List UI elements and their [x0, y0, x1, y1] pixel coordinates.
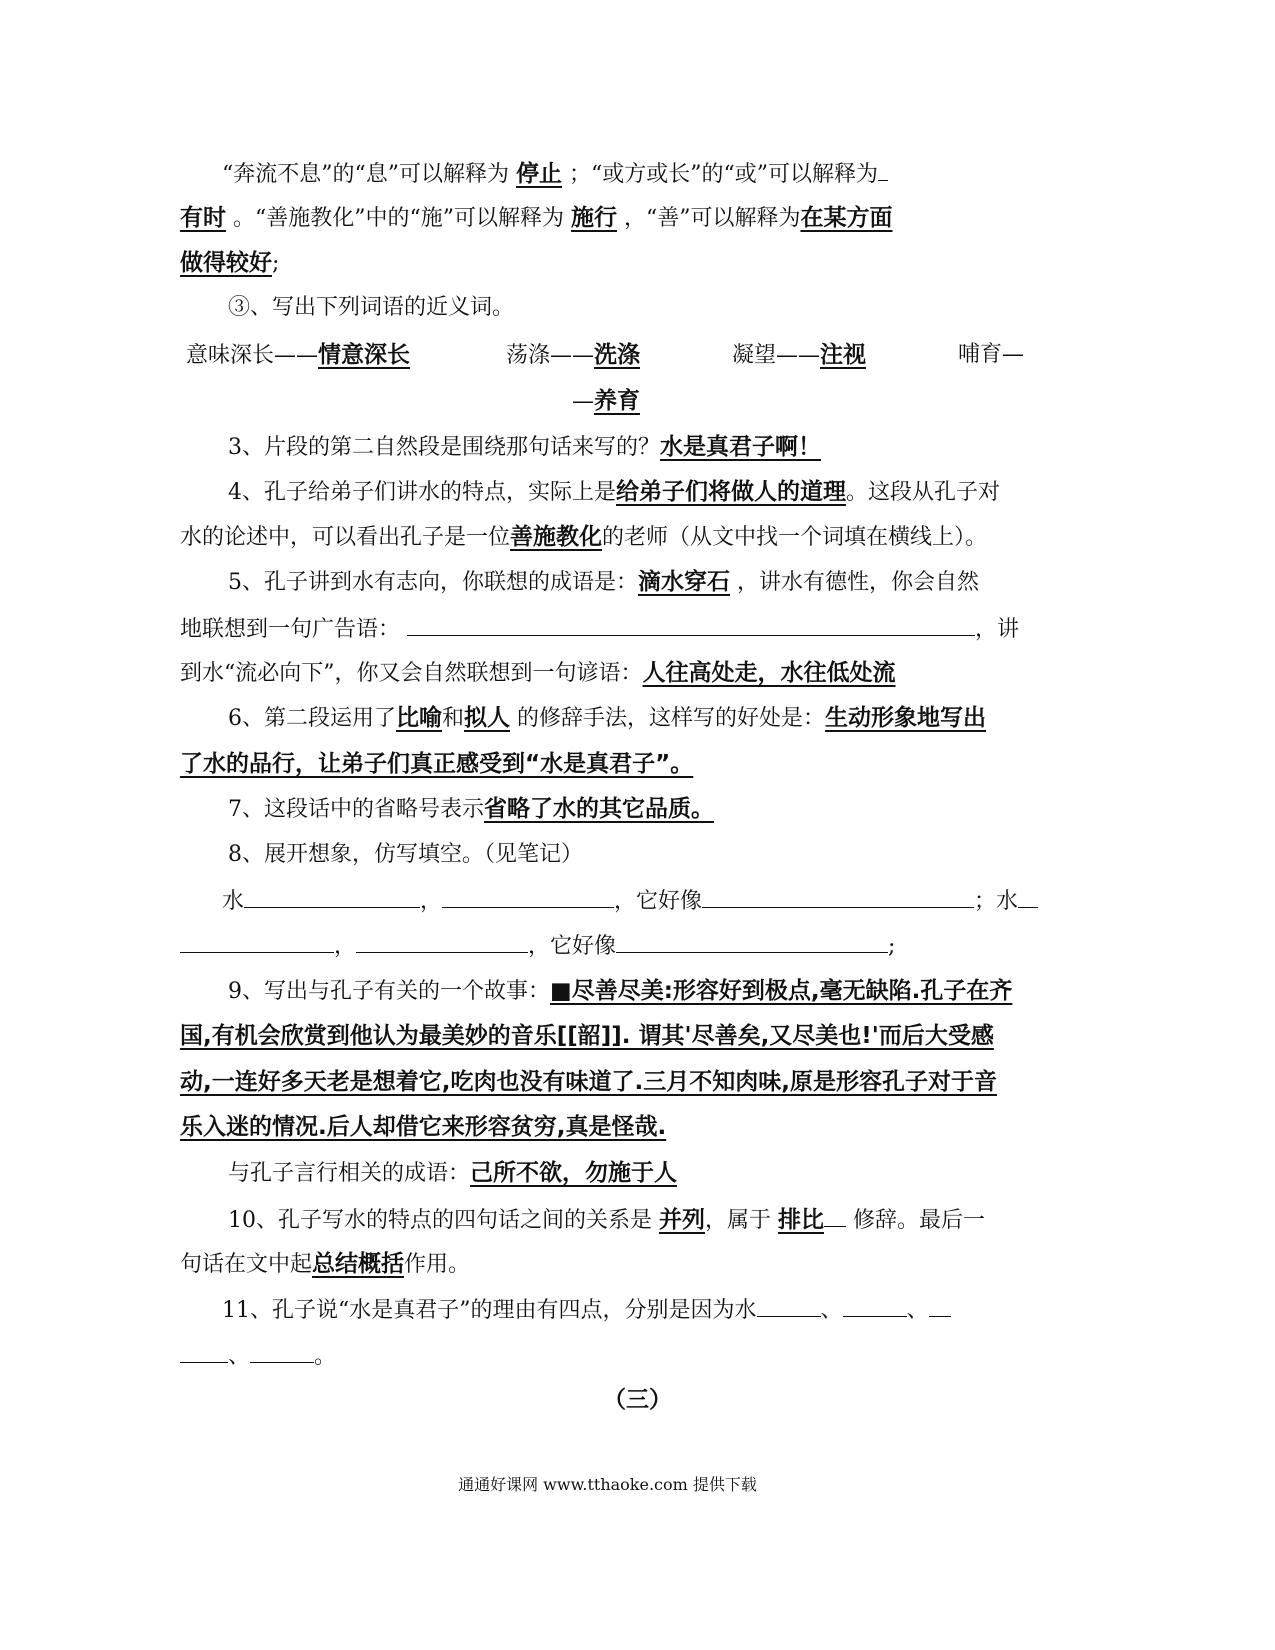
section-title: （三）	[603, 1387, 672, 1413]
line-text: ，	[420, 889, 443, 914]
text-line-24	[228, 1204, 985, 1236]
text-line-17	[222, 885, 1038, 917]
line-text: ，它好像	[528, 934, 617, 959]
answer-text: 有时	[180, 205, 226, 231]
answer-text: 比喻	[396, 705, 442, 731]
text-line-8	[228, 477, 1000, 508]
line-text: 4、孔子给弟子们讲水的特点，实际上是	[228, 480, 616, 505]
answer-blank	[442, 885, 614, 908]
line-text: 凝望——	[732, 343, 821, 368]
line-text: 3、片段的第二自然段是围绕那句话来写的？	[228, 435, 660, 460]
text-line-20	[180, 1021, 994, 1052]
line-text: ，“善”可以解释为	[624, 206, 801, 231]
line-text: 6、第二段运用了	[228, 706, 396, 731]
answer-text: 动,一连好多天老是想着它,吃肉也没有味道了.三月不知肉味,原是形容孔子对于音	[180, 1069, 997, 1095]
line-text: 5、孔子讲到水有志向，你联想的成语是：	[228, 570, 638, 595]
answer-blank	[616, 930, 888, 953]
answer-text: 人往高处走，水往低处流	[642, 660, 896, 686]
text-line-6	[572, 386, 640, 417]
line-text: 。“善施教化”中的“施”可以解释为	[233, 206, 564, 231]
line-text: 意味深长——	[186, 343, 319, 368]
line-text: 10、孔子写水的特点的四句话之间的关系是	[228, 1208, 652, 1233]
answer-blank	[244, 885, 420, 908]
text-line-5d	[958, 340, 1024, 370]
page-footer: 通通好课网 www.tthaoke.com 提供下载	[458, 1475, 757, 1494]
line-text: 修辞。最后一	[853, 1208, 986, 1233]
answer-text: 在某方面	[800, 205, 893, 231]
line-text: 9、写出与孔子有关的一个故事：	[228, 979, 550, 1004]
line-text: 与孔子言行相关的成语：	[228, 1161, 471, 1186]
answer-text: 注视	[820, 342, 867, 368]
line-text: 荡涤——	[506, 343, 595, 368]
answer-text: 己所不欲，勿施于人	[470, 1160, 678, 1186]
line-text: —	[572, 389, 594, 414]
text-line-7	[228, 432, 821, 463]
text-line-19	[228, 976, 1012, 1007]
answer-blank	[180, 930, 334, 953]
answer-blank	[824, 1204, 846, 1227]
answer-text: 拟人	[464, 705, 511, 731]
answer-text: 并列	[659, 1207, 705, 1233]
text-line-1	[222, 158, 888, 190]
line-text: 到水“流必向下”，你又会自然联想到一句谚语：	[180, 661, 643, 686]
line-text: 句话在文中起	[180, 1252, 313, 1277]
answer-text: 了水的品行，让弟子们真正感受到“水是真君子”。	[180, 751, 694, 777]
answer-text: 停止	[516, 161, 562, 187]
text-line-14	[180, 749, 693, 780]
answer-text: 总结概括	[312, 1251, 405, 1277]
text-line-25	[180, 1249, 470, 1280]
text-line-13	[228, 703, 986, 734]
answer-blank	[757, 1294, 821, 1317]
answer-text: 滴水穿石	[638, 569, 730, 595]
text-line-23	[228, 1158, 677, 1189]
answer-text: 情意深长	[318, 342, 411, 368]
text-line-27	[180, 1340, 336, 1372]
answer-text: 做得较好	[180, 250, 272, 276]
answer-text: 乐入迷的情况.后人却借它来形容贫穷,真是怪哉.	[180, 1114, 667, 1140]
line-text: ;	[272, 251, 280, 276]
line-text: ，讲水有德性，你会自然	[737, 570, 980, 595]
answer-text: 排比	[778, 1207, 825, 1233]
text-line-12	[180, 658, 896, 689]
line-text: 、	[228, 1344, 251, 1369]
line-text: 哺育—	[958, 342, 1025, 367]
line-text: 8、展开想象，仿写填空。（见笔记）	[228, 842, 583, 867]
answer-text: 洗涤	[594, 342, 641, 368]
answer-text: ■尽善尽美:形容好到极点,毫无缺陷.孔子在齐	[550, 978, 1013, 1004]
answer-text: 给弟子们将做人的道理	[616, 479, 846, 505]
line-text: 。这段从孔子对	[846, 480, 1001, 505]
line-text: 和	[442, 706, 465, 731]
line-text: 地联想到一句广告语：	[180, 617, 401, 642]
line-text: 11、孔子说“水是真君子”的理由有四点，分别是因为水	[222, 1298, 757, 1323]
line-text: ，	[334, 934, 357, 959]
text-line-18	[180, 930, 895, 962]
line-text: 的老师（从文中找一个词填在横线上）。	[602, 525, 988, 550]
answer-text: 施行	[571, 205, 617, 231]
answer-blank	[878, 158, 888, 181]
text-line-2	[180, 203, 893, 234]
answer-text: 养育	[594, 388, 640, 414]
text-line-5	[186, 340, 410, 371]
answer-blank	[929, 1294, 951, 1317]
line-text: ，讲	[975, 617, 1020, 642]
line-text: ;	[888, 934, 896, 959]
answer-text: 水是真君子啊！	[660, 434, 821, 460]
line-text: ；“或方或长”的“或”可以解释为	[569, 162, 878, 187]
text-line-26	[222, 1294, 951, 1326]
line-text: ；水	[974, 889, 1019, 914]
text-line-16	[228, 840, 583, 870]
text-line-15	[228, 794, 714, 825]
answer-blank	[250, 1340, 314, 1363]
text-line-4	[228, 293, 514, 323]
text-line-5c	[732, 340, 866, 371]
line-text: 。	[314, 1344, 337, 1369]
line-text: ，它好像	[614, 889, 703, 914]
text-line-5b	[506, 340, 640, 371]
answer-blank	[843, 1294, 907, 1317]
line-text: ③、写出下列词语的近义词。	[228, 295, 515, 320]
line-text: 7、这段话中的省略号表示	[228, 797, 484, 822]
text-line-22	[180, 1112, 666, 1143]
text-line-11	[180, 613, 1019, 645]
text-line-9	[180, 522, 987, 553]
line-text: 、	[906, 1298, 929, 1323]
answer-text: 国,有机会欣赏到他认为最美妙的音乐[[韶]]. 谓其'尽善矣,又尽美也!'而后大受感	[180, 1023, 994, 1049]
answer-blank	[407, 613, 975, 636]
line-text: 水	[222, 889, 245, 914]
line-text: 水的论述中，可以看出孔子是一位	[180, 525, 511, 550]
answer-text: 善施教化	[510, 524, 603, 550]
answer-blank	[702, 885, 974, 908]
text-line-3	[180, 248, 279, 279]
line-text: 、	[820, 1298, 843, 1323]
answer-text: 省略了水的其它品质。	[484, 796, 714, 822]
text-line-10	[228, 567, 979, 598]
answer-blank	[180, 1340, 228, 1363]
line-text: 的修辞手法，这样写的好处是：	[517, 706, 826, 731]
line-text: “奔流不息”的“息”可以解释为	[222, 162, 509, 187]
line-text: ，属于	[705, 1208, 772, 1233]
answer-blank	[356, 930, 528, 953]
answer-text: 生动形象地写出	[825, 705, 987, 731]
text-line-21	[180, 1067, 997, 1098]
line-text: 作用。	[404, 1252, 471, 1277]
answer-blank	[1018, 885, 1038, 908]
